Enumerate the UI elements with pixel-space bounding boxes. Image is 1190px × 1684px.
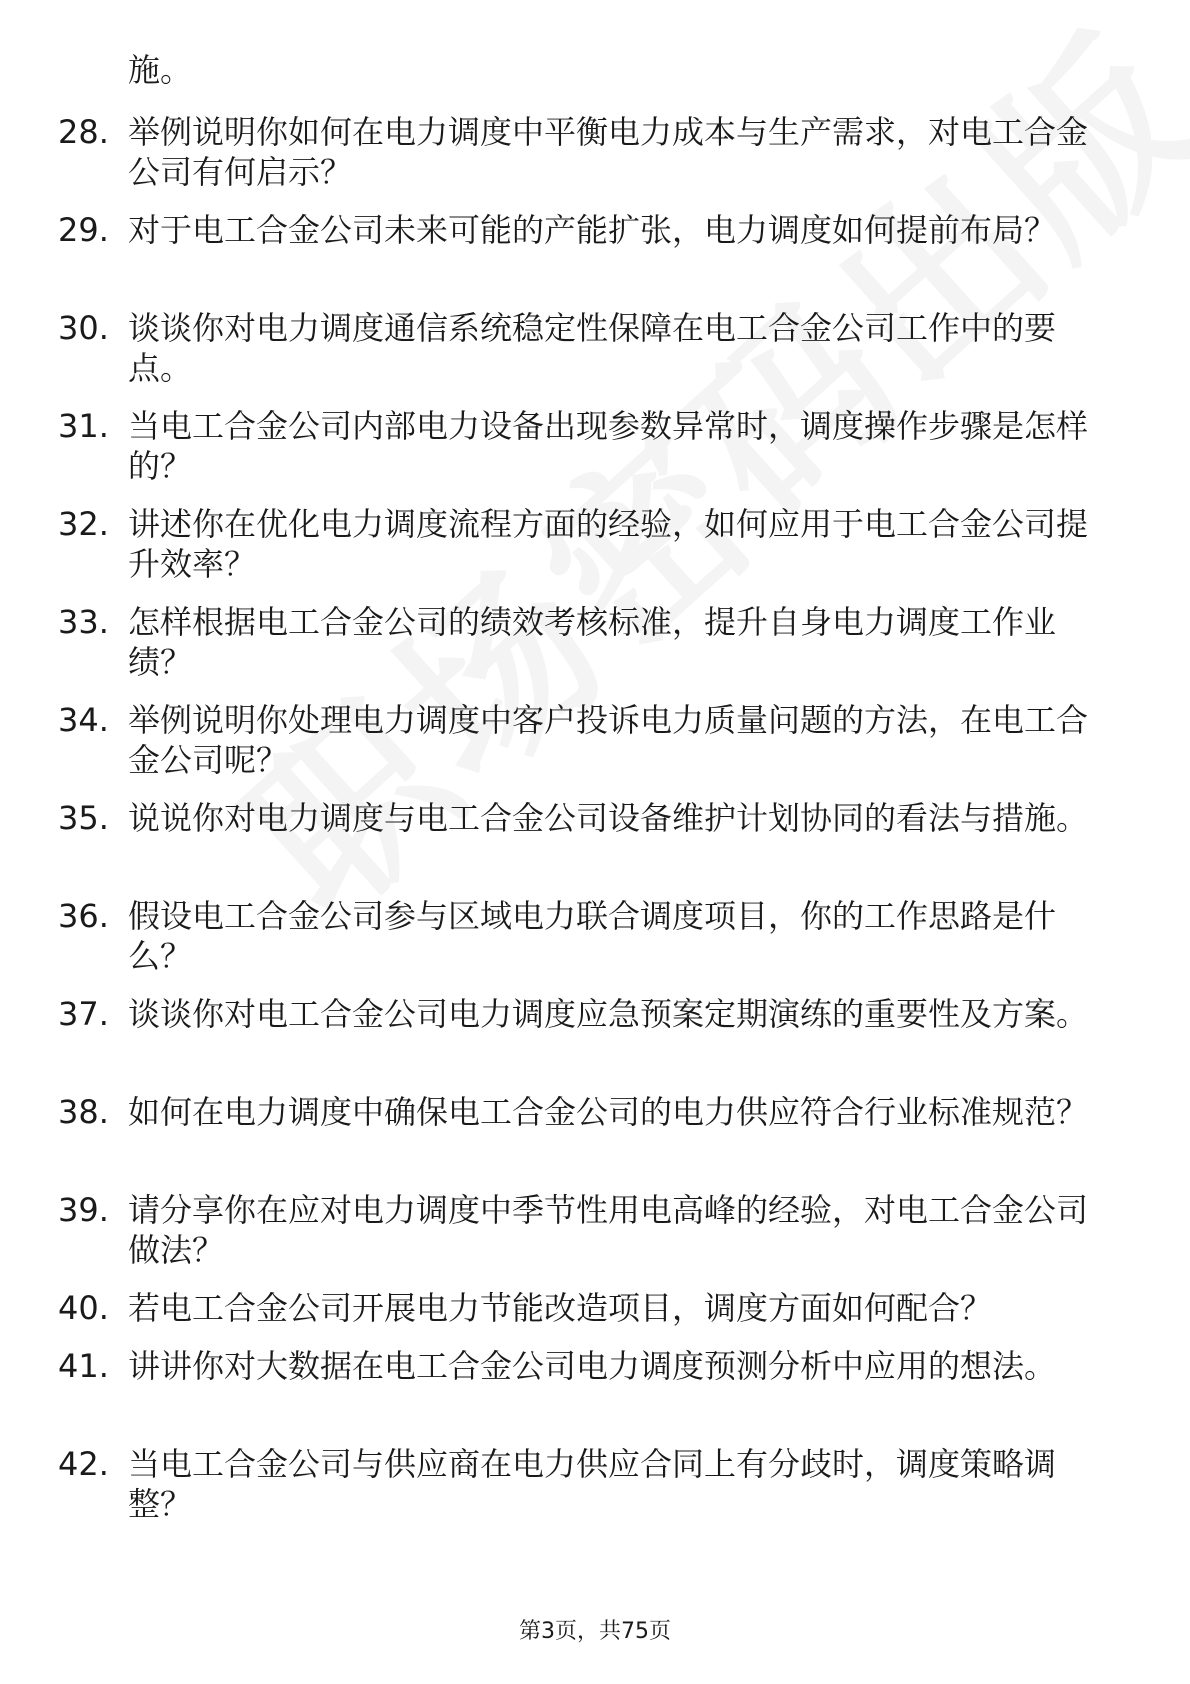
question-item	[58, 994, 1118, 1074]
question-item	[58, 700, 1118, 780]
question-item	[58, 406, 1118, 486]
question-text: 说说你对电力调度与电工合金公司设备维护计划协同的看法与措施。	[128, 799, 1089, 837]
question-list	[58, 112, 1118, 1542]
question-number: 29.	[58, 211, 109, 249]
question-text: 谈谈你对电力调度通信系统稳定性保障在电工合金公司工作中的要点。	[128, 309, 1057, 387]
question-text: 讲述你在优化电力调度流程方面的经验，如何应用于电工合金公司提升效率？	[128, 505, 1089, 583]
question-number: 42.	[58, 1445, 109, 1483]
question-item	[58, 1444, 1118, 1524]
question-text: 举例说明你如何在电力调度中平衡电力成本与生产需求，对电工合金公司有何启示？	[128, 113, 1089, 191]
page-footer: 第3页，共75页	[519, 1619, 671, 1644]
question-text: 请分享你在应对电力调度中季节性用电高峰的经验，对电工合金公司做法？	[128, 1191, 1089, 1269]
question-text: 讲讲你对大数据在电工合金公司电力调度预测分析中应用的想法。	[128, 1347, 1057, 1385]
question-number: 38.	[58, 1093, 109, 1131]
question-item	[58, 1190, 1118, 1270]
question-text: 举例说明你处理电力调度中客户投诉电力质量问题的方法，在电工合金公司呢？	[128, 701, 1089, 779]
question-number: 31.	[58, 407, 109, 445]
question-item	[58, 1288, 1118, 1328]
question-item	[58, 896, 1118, 976]
question-text: 当电工合金公司内部电力设备出现参数异常时，调度操作步骤是怎样的？	[128, 407, 1089, 485]
question-number: 36.	[58, 897, 109, 935]
question-text: 若电工合金公司开展电力节能改造项目，调度方面如何配合？	[128, 1289, 993, 1327]
question-text: 对于电工合金公司未来可能的产能扩张，电力调度如何提前布局？	[128, 211, 1057, 249]
question-item	[58, 602, 1118, 682]
question-item	[58, 1346, 1118, 1426]
question-number: 34.	[58, 701, 109, 739]
question-text: 如何在电力调度中确保电工合金公司的电力供应符合行业标准规范？	[128, 1093, 1089, 1131]
question-number: 28.	[58, 113, 109, 151]
question-item	[58, 112, 1118, 192]
question-number: 30.	[58, 309, 109, 347]
question-number: 39.	[58, 1191, 109, 1229]
question-number: 35.	[58, 799, 109, 837]
continued-text: 施。	[128, 51, 193, 89]
question-text: 当电工合金公司与供应商在电力供应合同上有分歧时，调度策略调整？	[128, 1445, 1057, 1523]
question-item	[58, 1092, 1118, 1172]
question-number: 33.	[58, 603, 109, 641]
question-number: 32.	[58, 505, 109, 543]
question-text: 假设电工合金公司参与区域电力联合调度项目，你的工作思路是什么？	[128, 897, 1057, 975]
question-text: 怎样根据电工合金公司的绩效考核标准，提升自身电力调度工作业绩？	[128, 603, 1057, 681]
question-item	[58, 504, 1118, 584]
question-number: 41.	[58, 1347, 109, 1385]
question-item	[58, 210, 1118, 290]
question-number: 37.	[58, 995, 109, 1033]
question-text: 谈谈你对电工合金公司电力调度应急预案定期演练的重要性及方案。	[128, 995, 1089, 1033]
question-item	[58, 308, 1118, 388]
question-number: 40.	[58, 1289, 109, 1327]
question-item	[58, 798, 1118, 878]
